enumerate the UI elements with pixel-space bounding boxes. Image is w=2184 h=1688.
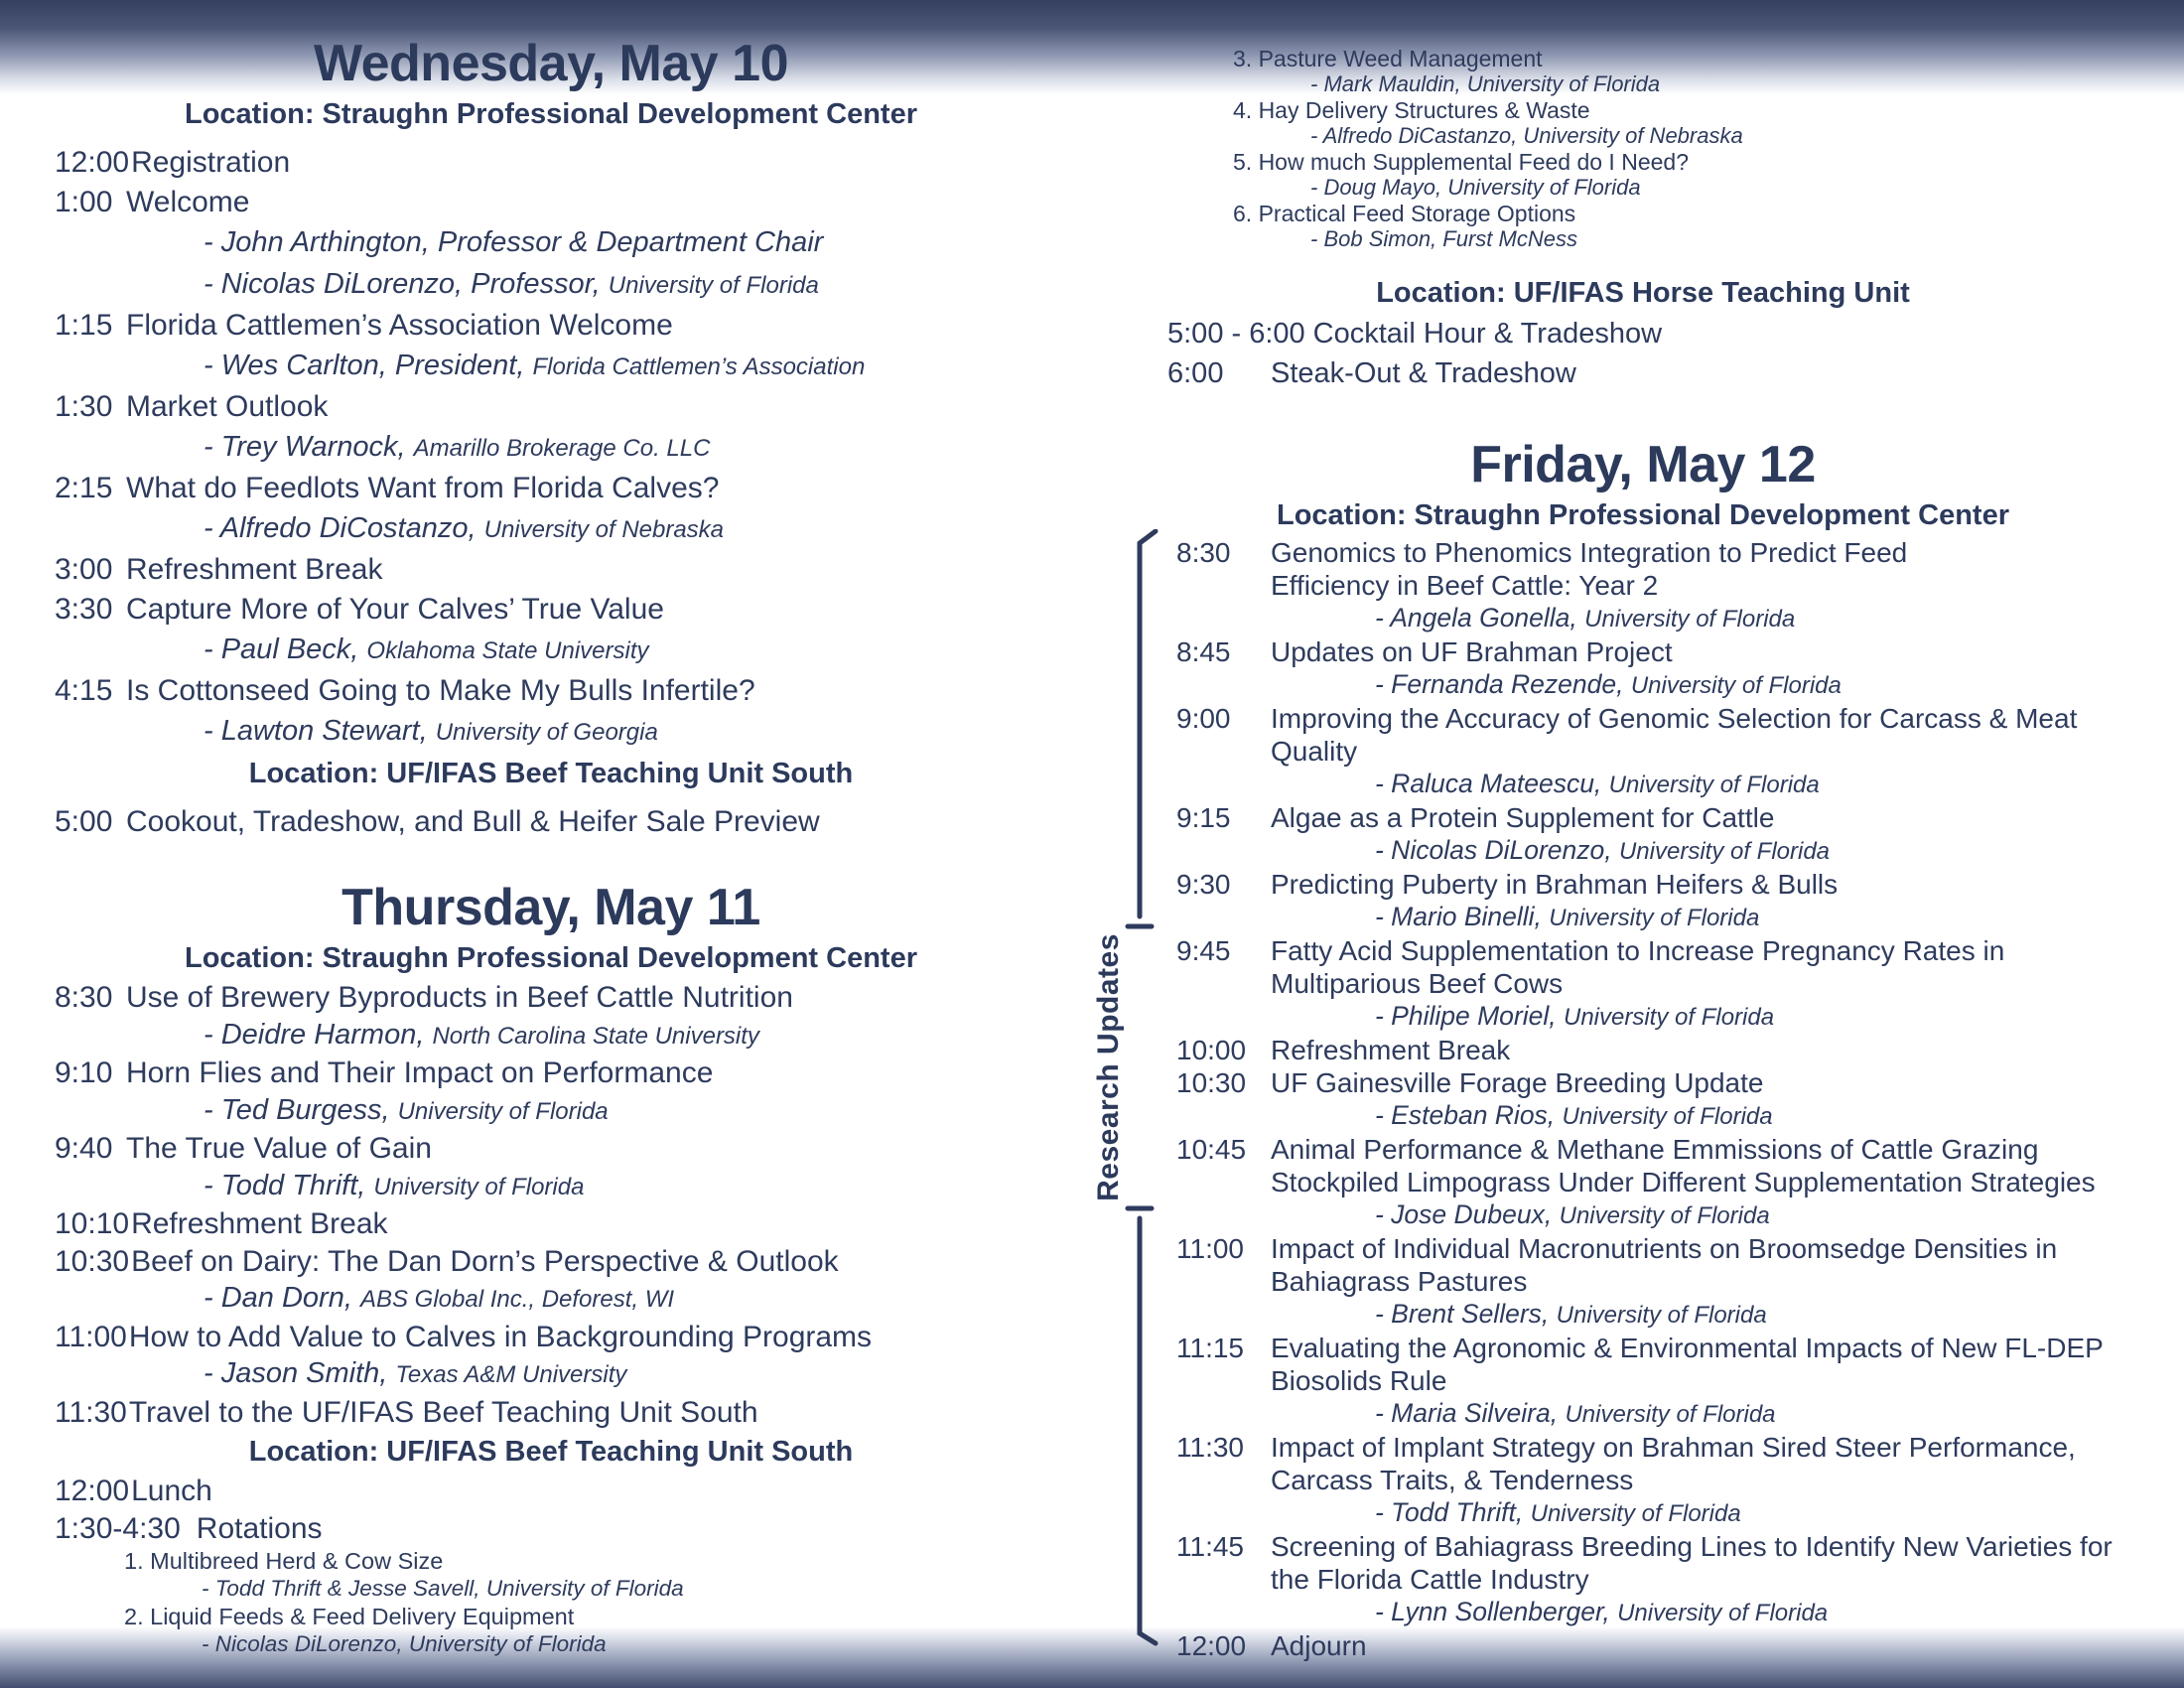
schedule-row [55,590,1047,630]
session-title [1271,868,2144,901]
time-label: 11:30 [1176,1432,1244,1463]
speaker-affiliation: Amarillo Brokerage Co. LLC [413,435,711,462]
time-label: 11:45 [1176,1531,1244,1562]
time-label: 11:15 [1176,1333,1244,1363]
speaker-line [55,1630,1047,1658]
schedule-row [1142,1034,2144,1066]
time-label: 10:45 [1176,1134,1247,1165]
schedule-row [55,671,1047,711]
speaker-affiliation: University of Nebraska [483,516,725,543]
location-line: Location: UF/IFAS Beef Teaching Unit South [248,758,854,789]
schedule-row [1142,1431,2144,1496]
speaker-name: - Fernanda Rezende, [1375,669,1624,699]
speaker-line [55,630,1047,671]
schedule-row [1142,868,2144,901]
session-title: Florida Cattlemen’s Association Welcome [126,309,673,342]
speaker-affiliation: University of Florida [1549,905,1760,931]
speaker-name: - Alfredo DiCastanzo, [1310,123,1518,148]
speaker-name: - Brent Sellers, [1375,1299,1550,1329]
speaker-line [55,1017,1047,1055]
time-label: 3:00 [55,553,113,586]
speaker-name: - Todd Thrift & Jesse Savell, [202,1576,480,1601]
speaker-line [1142,668,2144,702]
speaker-line [1142,175,2144,201]
rotation-item: 6. Practical Feed Storage Options [1233,201,1576,226]
speaker-name: - Raluca Mateescu, [1375,769,1602,798]
speaker-line [1142,1198,2144,1232]
speaker-name: - Esteban Rios, [1375,1100,1556,1130]
session-title-line: Updates on UF Brahman Project [1271,636,1673,667]
session-title-line: Stockpiled Limpograss Under Different Supplementation Strategies [1271,1167,2096,1197]
speaker-name: - Todd Thrift, [1375,1497,1524,1527]
time-label: 12:00 [55,146,130,179]
speaker-affiliation: University of Florida [397,1097,609,1125]
rotation-item: 4. Hay Delivery Structures & Waste [1233,97,1590,123]
time-label: 8:30 [55,981,113,1014]
speaker-line [55,711,1047,753]
session-title [1271,702,2144,768]
speaker-affiliation: University of Nebraska [1523,123,1743,148]
rotation-item: 3. Pasture Weed Management [1233,46,1543,71]
speaker-affiliation: University of Florida [1466,71,1661,96]
speaker-line [55,1355,1047,1394]
session-title [1271,1431,2144,1496]
session-title-line: Predicting Puberty in Brahman Heifers & Bulls [1271,869,1839,900]
speaker-affiliation: Oklahoma State University [366,637,649,664]
session-title: Refreshment Break [131,1207,388,1240]
rotation-item: 1. Multibreed Herd & Cow Size [124,1548,444,1574]
session-title [1271,801,2144,834]
speaker-line [55,1168,1047,1206]
location-line: Location: Straughn Professional Development Center [185,98,917,130]
speaker-line [1142,834,2144,868]
speaker-name: - Alfredo DiCostanzo, [204,512,477,544]
session-title-line: Algae as a Protein Supplement for Cattle [1271,802,1775,833]
speaker-affiliation: North Carolina State University [432,1022,759,1050]
speaker-name: - Lawton Stewart, [204,715,428,747]
session-title: Refreshment Break [126,553,383,586]
session-title: Travel to the UF/IFAS Beef Teaching Unit South [128,1395,758,1429]
session-title-line: Efficiency in Beef Cattle: Year 2 [1271,570,1659,601]
speaker-name: - Wes Carlton, President, [204,350,525,381]
time-label: 10:10 [55,1207,130,1240]
speaker-name: - Paul Beck, [204,633,359,665]
speaker-name: - Ted Burgess, [204,1093,390,1126]
schedule-row [1142,801,2144,834]
session-title-line: UF Gainesville Forage Breeding Update [1271,1067,1764,1098]
day-header: Thursday, May 11 [341,879,760,936]
session-title-line: the Florida Cattle Industry [1271,1564,1589,1595]
speaker-affiliation: University of Florida [1564,1004,1775,1031]
session-title-line: Carcass Traits, & Tenderness [1271,1465,1634,1495]
schedule-row [55,469,1047,508]
session-title-line: Multiparious Beef Cows [1271,968,1564,999]
session-title-line: Animal Performance & Methane Emmissions of Cattle Grazing [1271,1134,2039,1165]
session-title [1271,1034,2144,1066]
time-label: 1:30 [55,390,113,423]
speaker-line [1142,1397,2144,1431]
schedule-row [1142,702,2144,768]
speaker-line [1142,768,2144,801]
speaker-name: - Lynn Sollenberger, [1375,1597,1610,1626]
schedule-row [1142,1133,2144,1198]
session-title: What do Feedlots Want from Florida Calves? [126,472,720,504]
schedule-row [55,550,1047,590]
time-label: 11:30 [55,1395,127,1429]
time-label: 5:00 [55,805,113,838]
session-title: Lunch [131,1475,212,1507]
session-title [1271,536,2144,602]
left-column [55,34,1047,1658]
session-title [1271,1629,2144,1662]
speaker-affiliation: University of Florida [485,1576,684,1601]
speaker-affiliation: University of Florida [1447,175,1641,200]
time-label: 9:30 [1176,869,1231,900]
speaker-affiliation: Florida Cattlemen’s Association [532,353,866,380]
session-title-line: Evaluating the Agronomic & Environmental Impacts of New FL-DEP [1271,1333,2104,1363]
speaker-affiliation: Furst McNess [1442,226,1577,251]
location-line: Location: Straughn Professional Development Center [1277,499,2009,531]
speaker-affiliation: University of Florida [1584,606,1796,633]
location-line: Location: UF/IFAS Beef Teaching Unit South [248,1436,854,1468]
time-label: 1:30-4:30 [55,1511,181,1545]
schedule-row [55,143,1047,183]
speaker-line [1142,71,2144,97]
schedule-row [1142,353,2144,393]
thursday-continued-section [1142,46,2144,393]
time-label: 8:30 [1176,537,1231,568]
time-label: 9:45 [1176,935,1231,966]
speaker-line [55,427,1047,469]
friday-section [1142,435,2144,1662]
time-label: 10:30 [1176,1067,1247,1098]
session-title-line: Impact of Individual Macronutrients on Broomsedge Densities in [1271,1233,2058,1264]
speaker-line [1142,1000,2144,1034]
schedule-row [1142,1530,2144,1596]
time-label: 4:15 [55,674,113,707]
session-title: Cocktail Hour & Tradeshow [1312,318,1663,350]
research-updates-label: Research Updates [1092,933,1125,1201]
speaker-line [1142,1496,2144,1530]
speaker-name: - John Arthington, Professor & Department Chair [204,226,824,258]
schedule-row [55,1205,1047,1243]
speaker-name: - Trey Warnock, [204,431,406,463]
session-title-line: Impact of Implant Strategy on Brahman Sired Steer Performance, [1271,1432,2076,1463]
speaker-name: - Maria Silveira, [1375,1398,1559,1428]
speaker-line [55,346,1047,387]
speaker-line [55,1092,1047,1131]
speaker-line [1142,1099,2144,1133]
speaker-line [55,508,1047,550]
schedule-row [1142,1332,2144,1397]
session-title: Use of Brewery Byproducts in Beef Cattle Nutrition [126,981,793,1014]
speaker-name: - Angela Gonella, [1375,603,1577,633]
schedule-row [55,1473,1047,1510]
schedule-row [55,1510,1047,1548]
session-title-line: Adjourn [1271,1630,1367,1661]
thursday-section [55,878,1047,1658]
schedule-row [1142,314,2144,353]
speaker-name: - Bob Simon, [1310,226,1437,251]
time-label: 12:00 [1176,1630,1247,1661]
schedule-row [55,387,1047,427]
session-title: Steak-Out & Tradeshow [1271,357,1576,389]
speaker-affiliation: University of Florida [1562,1103,1773,1130]
rotation-item: 5. How much Supplemental Feed do I Need? [1233,149,1689,175]
schedule-row [55,802,1047,842]
speaker-line [1142,226,2144,252]
session-title: Welcome [126,186,250,218]
session-title-line: Bahiagrass Pastures [1271,1266,1528,1297]
speaker-affiliation: University of Florida [373,1173,585,1200]
speaker-affiliation: University of Florida [1617,1600,1829,1626]
session-title: The True Value of Gain [126,1132,432,1165]
schedule-row [55,1130,1047,1168]
speaker-affiliation: University of Florida [408,1631,607,1656]
time-label: 5:00 - 6:00 [1167,318,1305,350]
time-label: 10:30 [55,1244,130,1278]
time-label: 12:00 [55,1475,130,1507]
wednesday-section [55,34,1047,842]
schedule-row [55,1243,1047,1281]
session-title: Beef on Dairy: The Dan Dorn’s Perspective & Outlook [131,1244,839,1278]
day-header: Friday, May 12 [1470,436,1816,493]
session-title [1271,1530,2144,1596]
time-label: 1:00 [55,186,113,218]
schedule-row [1142,1066,2144,1099]
schedule-row [55,1319,1047,1356]
session-title [1271,934,2144,1000]
time-label: 11:00 [1176,1233,1244,1264]
speaker-affiliation: University of Florida [1630,672,1842,699]
right-column [1142,46,2144,1662]
time-label: 10:00 [1176,1035,1247,1065]
speaker-line [1142,602,2144,635]
session-title: Capture More of Your Calves’ True Value [126,593,664,626]
speaker-affiliation: ABS Global Inc., Deforest, WI [359,1286,675,1313]
speaker-affiliation: University of Florida [1618,838,1831,865]
session-title-line: Fatty Acid Supplementation to Increase Pregnancy Rates in [1271,935,2005,966]
speaker-line [1142,1596,2144,1629]
speaker-affiliation: University of Florida [1530,1500,1741,1527]
speaker-name: - Nicolas DiLorenzo, [202,1631,403,1656]
speaker-name: - Nicolas DiLorenzo, [1375,835,1612,865]
speaker-affiliation: University of Florida [1556,1302,1767,1329]
session-title [1271,635,2144,668]
session-title [1271,1066,2144,1099]
session-title: Rotations [196,1511,323,1545]
schedule-row [1142,934,2144,1000]
session-title-line: Quality [1271,736,1358,767]
speaker-line [55,264,1047,306]
schedule-row [1142,1629,2144,1662]
session-title: Cookout, Tradeshow, and Bull & Heifer Sale Preview [126,805,820,838]
speaker-line [1142,123,2144,149]
speaker-affiliation: Texas A&M University [395,1361,627,1388]
location-line: Location: UF/IFAS Horse Teaching Unit [1376,277,1910,309]
speaker-line [55,1280,1047,1319]
session-title [1271,1133,2144,1198]
session-title: How to Add Value to Calves in Backgrounding Programs [128,1320,873,1353]
session-title-line: Screening of Bahiagrass Breeding Lines to Identify New Varieties for [1271,1531,2113,1562]
session-title-line: Improving the Accuracy of Genomic Selection for Carcass & Meat [1271,703,2078,734]
speaker-affiliation: University of Georgia [435,719,658,746]
time-label: 6:00 [1167,357,1224,389]
time-label: 9:40 [55,1132,113,1165]
speaker-name: - Doug Mayo, [1310,175,1442,200]
speaker-name: - Mario Binelli, [1375,902,1542,931]
research-updates-bracket [1120,529,1160,1646]
location-line: Location: Straughn Professional Development Center [185,942,917,974]
speaker-name: - Deidre Harmon, [204,1018,425,1051]
speaker-line [1142,901,2144,934]
session-title: Registration [131,146,291,179]
session-title: Market Outlook [126,390,329,423]
speaker-name: - Mark Mauldin, [1310,71,1461,96]
speaker-affiliation: University of Florida [608,272,819,299]
speaker-name: - Todd Thrift, [204,1169,366,1201]
speaker-affiliation: University of Florida [1608,772,1820,798]
session-title-line: Genomics to Phenomics Integration to Predict Feed [1271,537,1908,568]
time-label: 3:30 [55,593,113,626]
speaker-line [55,1575,1047,1603]
speaker-name: - Jason Smith, [204,1357,388,1389]
speaker-affiliation: University of Florida [1559,1202,1770,1229]
schedule-row [1142,635,2144,668]
speaker-name: - Nicolas DiLorenzo, Professor, [204,268,601,300]
session-title-line: Biosolids Rule [1271,1365,1447,1396]
speaker-name: - Philipe Moriel, [1375,1001,1557,1031]
time-label: 9:15 [1176,802,1231,833]
session-title [1271,1232,2144,1298]
time-label: 2:15 [55,472,113,504]
speaker-name: - Dan Dorn, [204,1282,352,1314]
session-title-line: Refreshment Break [1271,1035,1511,1065]
speaker-line [1142,1298,2144,1332]
speaker-line [55,222,1047,264]
schedule-row [1142,1232,2144,1298]
speaker-name: - Jose Dubeux, [1375,1199,1553,1229]
session-title: Is Cottonseed Going to Make My Bulls Infertile? [126,674,755,707]
day-header: Wednesday, May 10 [313,35,788,92]
schedule-row [55,1394,1047,1432]
schedule-row [55,1055,1047,1092]
schedule-row [55,979,1047,1017]
speaker-affiliation: University of Florida [1565,1401,1776,1428]
time-label: 9:00 [1176,703,1231,734]
time-label: 1:15 [55,309,113,342]
rotation-item: 2. Liquid Feeds & Feed Delivery Equipment [124,1604,575,1629]
schedule-row [55,306,1047,346]
time-label: 9:10 [55,1056,113,1089]
time-label: 11:00 [55,1320,127,1353]
schedule-row [1142,536,2144,602]
schedule-row [55,183,1047,222]
session-title [1271,1332,2144,1397]
time-label: 8:45 [1176,636,1231,667]
session-title: Horn Flies and Their Impact on Performance [126,1056,714,1089]
